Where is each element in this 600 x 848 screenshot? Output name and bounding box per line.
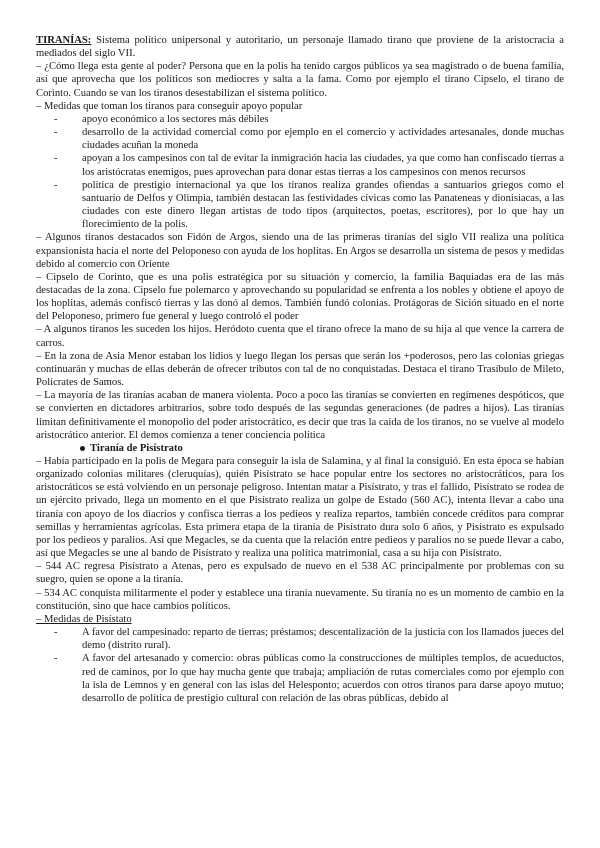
list-item: - desarrollo de la actividad comercial como por ejemplo en el comercio y actividades artesanales, donde muchas ciudades acuñan la moneda bbox=[82, 126, 564, 152]
paragraph-534: – 534 AC conquista militarmente el poder y establece una tiranía nuevamente. Su tiranía no es un momento de cambio en la constitución, sino que hace cambios políticos. bbox=[36, 587, 564, 612]
list-item: - política de prestigio internacional ya que los tiranos realiza grandes ofiendas a santuarios griegos como el santuario de Delfos y Olimpia, también destacan las festividades cívicas como las Panateneas y dionisiacas, a las ciudades con este dinero llegan artistas de todo tipos (arquitectos, poetas, escritores), por lo que hay un florecimiento de la polis. bbox=[82, 179, 564, 232]
measures-list bbox=[36, 113, 564, 231]
list-item: - apoyo económico a los sectores más débiles bbox=[82, 113, 564, 126]
paragraph-measures-pisistrato-heading: – Medidas de Pisístato bbox=[36, 613, 132, 625]
document-title: TIRANÍAS: bbox=[36, 35, 92, 46]
section-title: Tiranía de Pisístrato bbox=[90, 442, 183, 454]
paragraph-544: – 544 AC regresa Pisístrato a Atenas, pero es expulsado de nuevo en el 538 AC principalmente por problemas con su suegro, quien se opone a la tiranía. bbox=[36, 561, 564, 586]
intro-text: Sistema político unipersonal y autoritario, un personaje llamado tirano que proviene de la aristocracia a mediados del siglo VII. bbox=[36, 35, 564, 60]
paragraph-measures-heading: – Medidas que toman los tiranos para conseguir apoyo popular bbox=[36, 100, 303, 112]
list-item: - apoyan a los campesinos con tal de evitar la inmigración hacia las ciudades, ya que como han confiscado tierras a los aristócratas enemigos, pues aprovechan para donar estas tierras a los campesinos con menos recursos bbox=[82, 152, 564, 178]
paragraph-asia-menor: – En la zona de Asia Menor estaban los lidios y luego llegan los persas que serán los +poderosos, pero las colonias griegas continuarán y muchas de ellas deberán de ofrecer tributos con tal de no conquistadas. Destaca el tirano Trasíbulo de Mileto, Polícrates de Samos. bbox=[36, 350, 564, 389]
bullet-icon bbox=[80, 446, 85, 451]
measures-pisistrato-list bbox=[36, 626, 564, 705]
paragraph-cipselo: – Cipselo de Corinto, que es una polis estratégica por su situación y comercio, la familia Baquiadas era de las más destacadas de la zona. Cipselo fue polemarco y aprovechando su popularidad se enfrenta a los nobles y obtiene el apoyo de los hoplitas, además confiscó tierras y las donó al demos. También fundó colonias. Protágoras de Sición situado en el norte del Peloponeso, primero fue general y luego controló el poder bbox=[36, 271, 564, 323]
paragraph-successors: – A algunos tiranos les suceden los hijos. Heródoto cuenta que el tirano ofrece la mano de su hija al que vence la carrera de carros. bbox=[36, 324, 564, 349]
intro-paragraph bbox=[36, 34, 564, 60]
paragraph-how-to-power: – ¿Cómo llega esta gente al poder? Persona que en la polis ha tenido cargos públicos ya sea magistrado o de buena familia, así que aprovecha que los políticos son mediocres y salta a la fama. Como por ejemplo el tirano Cipselo, el tirano de Corinto. Cuando se van los tiranos desestabilizan el sistema político. bbox=[36, 61, 564, 99]
paragraph-pisistrato-rise: – Había participado en la polis de Megara para conseguir la isla de Salamina, y al final la consiguió. En esta época se habían organizado colonias militares (cleruquías), quién Pisístrato se hace popular entre los sectores no aristocráticos, para los aristocráticos se está volviendo en un personaje peligroso. Intentan matar a Pisístrato, y tras el fallido, Pisístrato se rodea de un ejército privado, llega un momento en el que Pisístrato realiza un golpe de Estado (560 AC), intenta llevar a cabo una tiranía con apoyo de los diacrios y confisca tierras a los pedieos y realiza repartos, también concede créditos para comprar semillas y herramientas agrícolas. Esta primera etapa de la tiranía de Pisístrato dura solo 6 años, y Pisístrato es expulsado por los pedieos y paralios. Así que Megacles, se da cuenta que la relación entre pedieos y paralios no se puede llevar a cabo, así que Megacles se une al bando de Pisístrato y realiza una política matrimonial, casa a su hija con Pisístrato. bbox=[36, 456, 564, 560]
paragraph-fidon: – Algunos tiranos destacados son Fidón de Argos, siendo una de las primeras tiranías del siglo VII realiza una política expansionista hacia el norte del Peloponeso con ayuda de los hoplitas. En Argos se desarrolla un sistema de pesos y medidas debido al comercio con Oriente bbox=[36, 232, 564, 270]
section-heading-pisistrato bbox=[36, 442, 564, 455]
paragraph-end-of-tyrannies: – La mayoría de las tiranías acaban de manera violenta. Poco a poco las tiranías se convierten en regímenes despóticos, que se convierten en dictadores arbitrarios, sobre todo después de las segundas generaciones (de padres a hijos). Las tiranías limitan definitivamente el monopolio del poder aristocrático, es decir que tras la caída de los tiranos, no se vuelve al modelo aristocrático anterior. El demos comienza a tener conciencia política bbox=[36, 390, 564, 441]
list-item: - A favor del campesinado: reparto de tierras; préstamos; descentalización de la justicia con los llamados jueces del demo (distrito rural). bbox=[82, 626, 564, 652]
list-item: - A favor del artesanado y comercio: obras públicas como la construcciones de múltiples templos, de acueductos, red de caminos, por lo que hay mucha gente que trabaja; ampliación de rutas comerciales como por ejemplo con la isla de Lemnos y en general con las islas del Helesponto; acuerdos con otros tiranos para darse apoyo mutuo; desarrollo de política de prestigio cultural con relación de las obras públicas, debido al bbox=[82, 652, 564, 705]
